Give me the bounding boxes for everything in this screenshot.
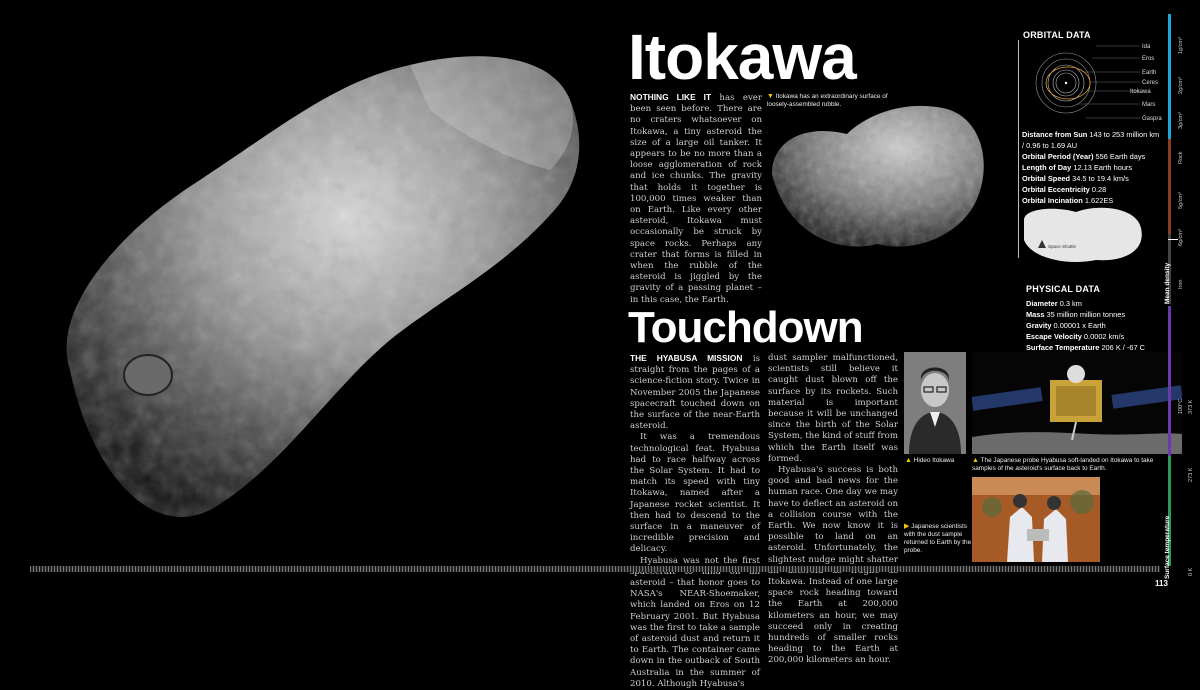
orbit-label-earth: Earth: [1142, 70, 1157, 76]
itokawa-surface-photo: [767, 94, 993, 258]
caption-triangle-icon: ▲: [905, 457, 912, 464]
hideo-itokawa-portrait: [904, 352, 966, 454]
physical-data-heading: PHYSICAL DATA: [1026, 284, 1101, 294]
temp-tick-273k: 273 K: [1188, 467, 1194, 482]
intro-text: has ever been seen before. There are no craters whatsoever on Itokawa, a tiny asteroid the size of a large oil tanker. It appears to be no more than a loose agglomeration of rock and ice chunks. The gravity that holds it together is 100,000 times weaker than on Earth. Like every other asteroid, Itokawa must occasionally be struck by space rocks. Perhaps any crater that forms is filled in when the rubble of the asteroid is jiggled by the gravity of a passing planet – in this case, the Earth.: [630, 93, 762, 305]
intro-paragraph: [630, 92, 762, 306]
orbital-data-heading: ORBITAL DATA: [1023, 30, 1091, 40]
orbital-row: Length of Day 12.13 Earth hours: [1022, 163, 1133, 172]
surface-temperature-title: Surface temperature: [1164, 515, 1171, 579]
density-tick-6: 6g/cm³: [1178, 229, 1184, 246]
temp-tick-0k: 0 K: [1188, 567, 1194, 576]
itokawa-hero-photo: [30, 40, 590, 540]
density-tick-3: 3g/cm³: [1178, 112, 1184, 129]
section-title: Touchdown: [628, 303, 863, 352]
touchdown-column-2: [768, 353, 898, 667]
orbit-label-itokawa: Itokawa: [1130, 89, 1151, 95]
orbital-row: Orbital Incination 1.622ES: [1022, 196, 1114, 205]
physical-row: Escape Velocity 0.0002 km/s: [1026, 332, 1125, 341]
caption-triangle-icon: ▼: [767, 93, 774, 100]
property-scale: [1164, 14, 1198, 579]
orbital-stats: [1022, 129, 1162, 206]
density-tick-2: 2g/cm³: [1178, 77, 1184, 94]
physical-row: Surface Temperature 206 K / -67 C: [1026, 343, 1145, 352]
orbit-label-eros: Eros: [1142, 56, 1155, 62]
touchdown-p2: It was a tremendous technological feat. Hyabusa had to race halfway across the Solar System. It had to match its speed with tiny Itokawa, named after a Japanese rocket scientist. It then had to descend to the surface in a maneuver of incredible precision and delicacy.: [630, 432, 760, 555]
orbital-row: Orbital Speed 34.5 to 19.4 km/s: [1022, 174, 1129, 183]
page-number: 113: [1155, 579, 1168, 588]
orbit-label-ceres: Ceres: [1142, 80, 1159, 86]
orbit-label-gaspra: Gaspra: [1142, 116, 1162, 122]
touchdown-p5: Hyabusa's success is both good and bad news for the human race. One day we may have to deflect an asteroid on a collision course with the Earth. We now know it is possible to land on an asteroid. Unfortunately, the slightest nudge might shatter Itokawa. Instead of one large space rock heading toward the Earth at 200,000 kilometers an hour, we may succeed only in creating hundreds of smaller rocks heading to the Earth at 200,000 kilometers an hour.: [768, 465, 898, 666]
mean-density-title: Mean density: [1164, 262, 1171, 304]
page-ruler: [30, 566, 1160, 572]
orbit-label-ida: Ida: [1142, 44, 1151, 50]
scientists-caption: [904, 523, 974, 555]
temp-tick-373k: 373 K: [1188, 399, 1194, 414]
temperature-bar: [1168, 306, 1171, 456]
surface-caption: [767, 93, 892, 109]
caption-triangle-icon: ▲: [972, 457, 979, 464]
touchdown-p3: Hyabusa was not the first asteroid – that honor goes to NASA's NEAR-Shoemaker, which landed on Eros on 12 February 2001. But Hyabusa was the first to take a sample of asteroid dust and return it to Earth. The container came down in the outback of South Australia in the summer of 2010. Although Hyabusa's: [630, 555, 760, 689]
touchdown-lead: THE HYABUSA MISSION: [630, 353, 743, 363]
physical-row: Diameter 0.3 km: [1026, 299, 1082, 308]
touchdown-column-1: [630, 353, 760, 690]
orbit-label-mars: Mars: [1142, 102, 1156, 108]
iron-tick: [1168, 239, 1178, 240]
density-tick-1: 1g/cm³: [1178, 37, 1184, 54]
orbital-row: Orbital Period (Year) 556 Earth days: [1022, 152, 1146, 161]
intro-lead: NOTHING LIKE IT: [630, 92, 712, 102]
temp-tick-100c: 100°C: [1178, 398, 1184, 414]
touchdown-p4: dust sampler malfunctioned, scientists still believe it caught dust blown off the surface by its rockets. Such material is important because it will be unchanged since the birth of the Solar System, the kind of stuff from which the Earth itself was formed.: [768, 353, 898, 464]
density-bar: [1168, 14, 1171, 139]
hyabusa-probe-illustration: [972, 352, 1182, 454]
scientists-caption-text: Japanese scientists with the dust sample returned to Earth by the probe.: [904, 523, 972, 554]
surface-caption-text: Itokawa has an extraordinary surface of loosely-assembled rubble.: [767, 93, 888, 108]
space-shuttle-label: Space Shuttle: [1048, 244, 1077, 249]
physical-row: Gravity 0.00001 x Earth: [1026, 321, 1106, 330]
hideo-caption: [905, 457, 975, 465]
caption-triangle-icon: ▶: [904, 523, 910, 530]
physical-row: Mass 35 million million tonnes: [1026, 310, 1126, 319]
scientists-photo: [972, 477, 1100, 562]
hideo-caption-text: Hideo Itokawa: [913, 457, 955, 464]
touchdown-p1: is straight from the pages of a science-fiction story. Twice in November 2005 the Japanese spacecraft touched down on the surface of the near-Earth asteroid.: [630, 354, 760, 432]
size-comparison-diagram: [1016, 200, 1156, 270]
probe-caption: [972, 457, 1172, 473]
page-title: Itokawa: [628, 21, 856, 93]
orbit-diagram: [1016, 38, 1166, 128]
orbital-row: Distance from Sun 143 to 253 million km / 0.96 to 1.69 AU: [1022, 130, 1160, 150]
rock-label: Rock: [1178, 151, 1184, 164]
orbital-row: Orbital Eccentricity 0.28: [1022, 185, 1107, 194]
probe-caption-text: The Japanese probe Hyabusa soft-landed on Itokawa to take samples of the asteroid's surface back to Earth.: [972, 457, 1154, 472]
density-tick-5: 5g/cm³: [1178, 192, 1184, 209]
physical-stats: [1026, 296, 1166, 353]
iron-label: Iron: [1178, 279, 1184, 289]
rock-bar: [1168, 139, 1171, 234]
